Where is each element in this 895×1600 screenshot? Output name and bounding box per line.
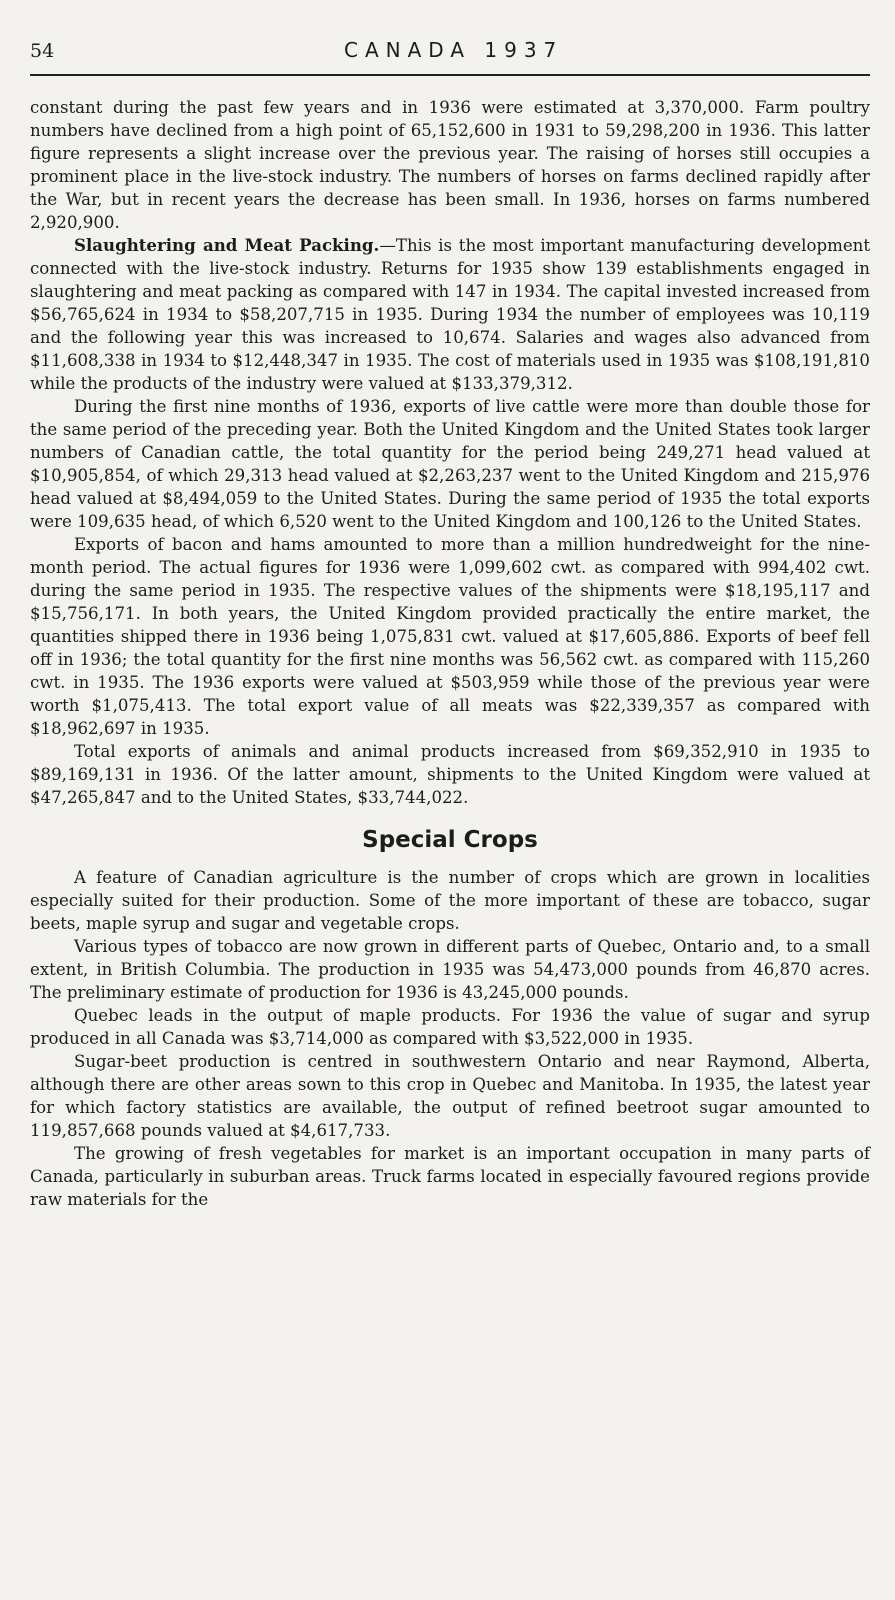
section-heading: Special Crops bbox=[362, 827, 538, 853]
paragraph: Various types of tobacco are now grown in different parts of Quebec, Ontario and, to a small extent, in British Columbia. The production in 1935 was 54,473,000 pounds from 46,870 acres. The preliminary estimate of production for 1936 is 43,245,000 pounds. bbox=[30, 937, 870, 1002]
page-header bbox=[30, 38, 870, 76]
slaughtering-paragraph bbox=[30, 234, 870, 395]
body-text bbox=[30, 96, 870, 1211]
paragraph: A feature of Canadian agriculture is the number of crops which are grown in localities especially suited for their production. Some of the more important of these are tobacco, sugar beets, maple syrup and sugar and vegetable crops. bbox=[30, 868, 870, 933]
paragraph: During the first nine months of 1936, exports of live cattle were more than double those for the same period of the preceding year. Both the United Kingdom and the United States took larger numbers of Canadian cattle, the total quantity for the period being 249,271 head valued at $10,905,854, of which 29,313 head valued at $2,263,237 went to the United Kingdom and 215,976 head valued at $8,494,059 to the United States. During the same period of 1935 the total exports were 109,635 head, of which 6,520 went to the United Kingdom and 100,126 to the United States. bbox=[30, 397, 870, 531]
page-number: 54 bbox=[30, 40, 55, 62]
paragraph: The growing of fresh vegetables for market is an important occupation in many parts of Canada, particularly in suburban areas. Truck farms located in especially favoured regions provide raw materials for the bbox=[30, 1144, 870, 1209]
paragraph-text: —This is the most important manufacturing development connected with the live-stock industry. Returns for 1935 show 139 establishments engaged in slaughtering and meat packing as compared with 147 in 1934. The capital invested increased from $56,765,624 in 1934 to $58,207,715 in 1935. During 1934 the number of employees was 10,119 and the following year this was increased to 10,674. Salaries and wages also advanced from $11,608,338 in 1934 to $12,448,347 in 1935. The cost of materials used in 1935 was $108,191,810 while the products of the industry were valued at $133,379,312. bbox=[30, 236, 870, 393]
paragraph: Total exports of animals and animal products increased from $69,352,910 in 1935 to $89,169,131 in 1936. Of the latter amount, shipments to the United Kingdom were valued at $47,265,847 and to the United States, $33,744,022. bbox=[30, 742, 870, 807]
paragraph: constant during the past few years and in 1936 were estimated at 3,370,000. Farm poultry numbers have declined from a high point of 65,152,600 in 1931 to 59,298,200 in 1936. This latter figure represents a slight increase over the previous year. The raising of horses still occupies a prominent place in the live-stock industry. The numbers of horses on farms declined rapidly after the War, but in recent years the decrease has been small. In 1936, horses on farms numbered 2,920,900. bbox=[30, 98, 870, 232]
paragraph: Quebec leads in the output of maple products. For 1936 the value of sugar and syrup produced in all Canada was $3,714,000 as compared with $3,522,000 in 1935. bbox=[30, 1006, 870, 1048]
paragraph: Sugar-beet production is centred in southwestern Ontario and near Raymond, Alberta, although there are other areas sown to this crop in Quebec and Manitoba. In 1935, the latest year for which factory statistics are available, the output of refined beetroot sugar amounted to 119,857,668 pounds valued at $4,617,733. bbox=[30, 1052, 870, 1140]
document-page bbox=[30, 38, 870, 1211]
paragraph: Exports of bacon and hams amounted to more than a million hundredweight for the nine-month period. The actual figures for 1936 were 1,099,602 cwt. as compared with 994,402 cwt. during the same period in 1935. The respective values of the shipments were $18,195,117 and $15,756,171. In both years, the United Kingdom provided practically the entire market, the quantities shipped there in 1936 being 1,075,831 cwt. valued at $17,605,886. Exports of beef fell off in 1936; the total quantity for the first nine months was 56,562 cwt. as compared with 115,260 cwt. in 1935. The 1936 exports were valued at $503,959 while those of the previous year were worth $1,075,413. The total export value of all meats was $22,339,357 as compared with $18,962,697 in 1935. bbox=[30, 535, 870, 738]
running-title: CANADA 1937 bbox=[344, 38, 564, 62]
run-in-heading: Slaughtering and Meat Packing. bbox=[74, 235, 380, 255]
